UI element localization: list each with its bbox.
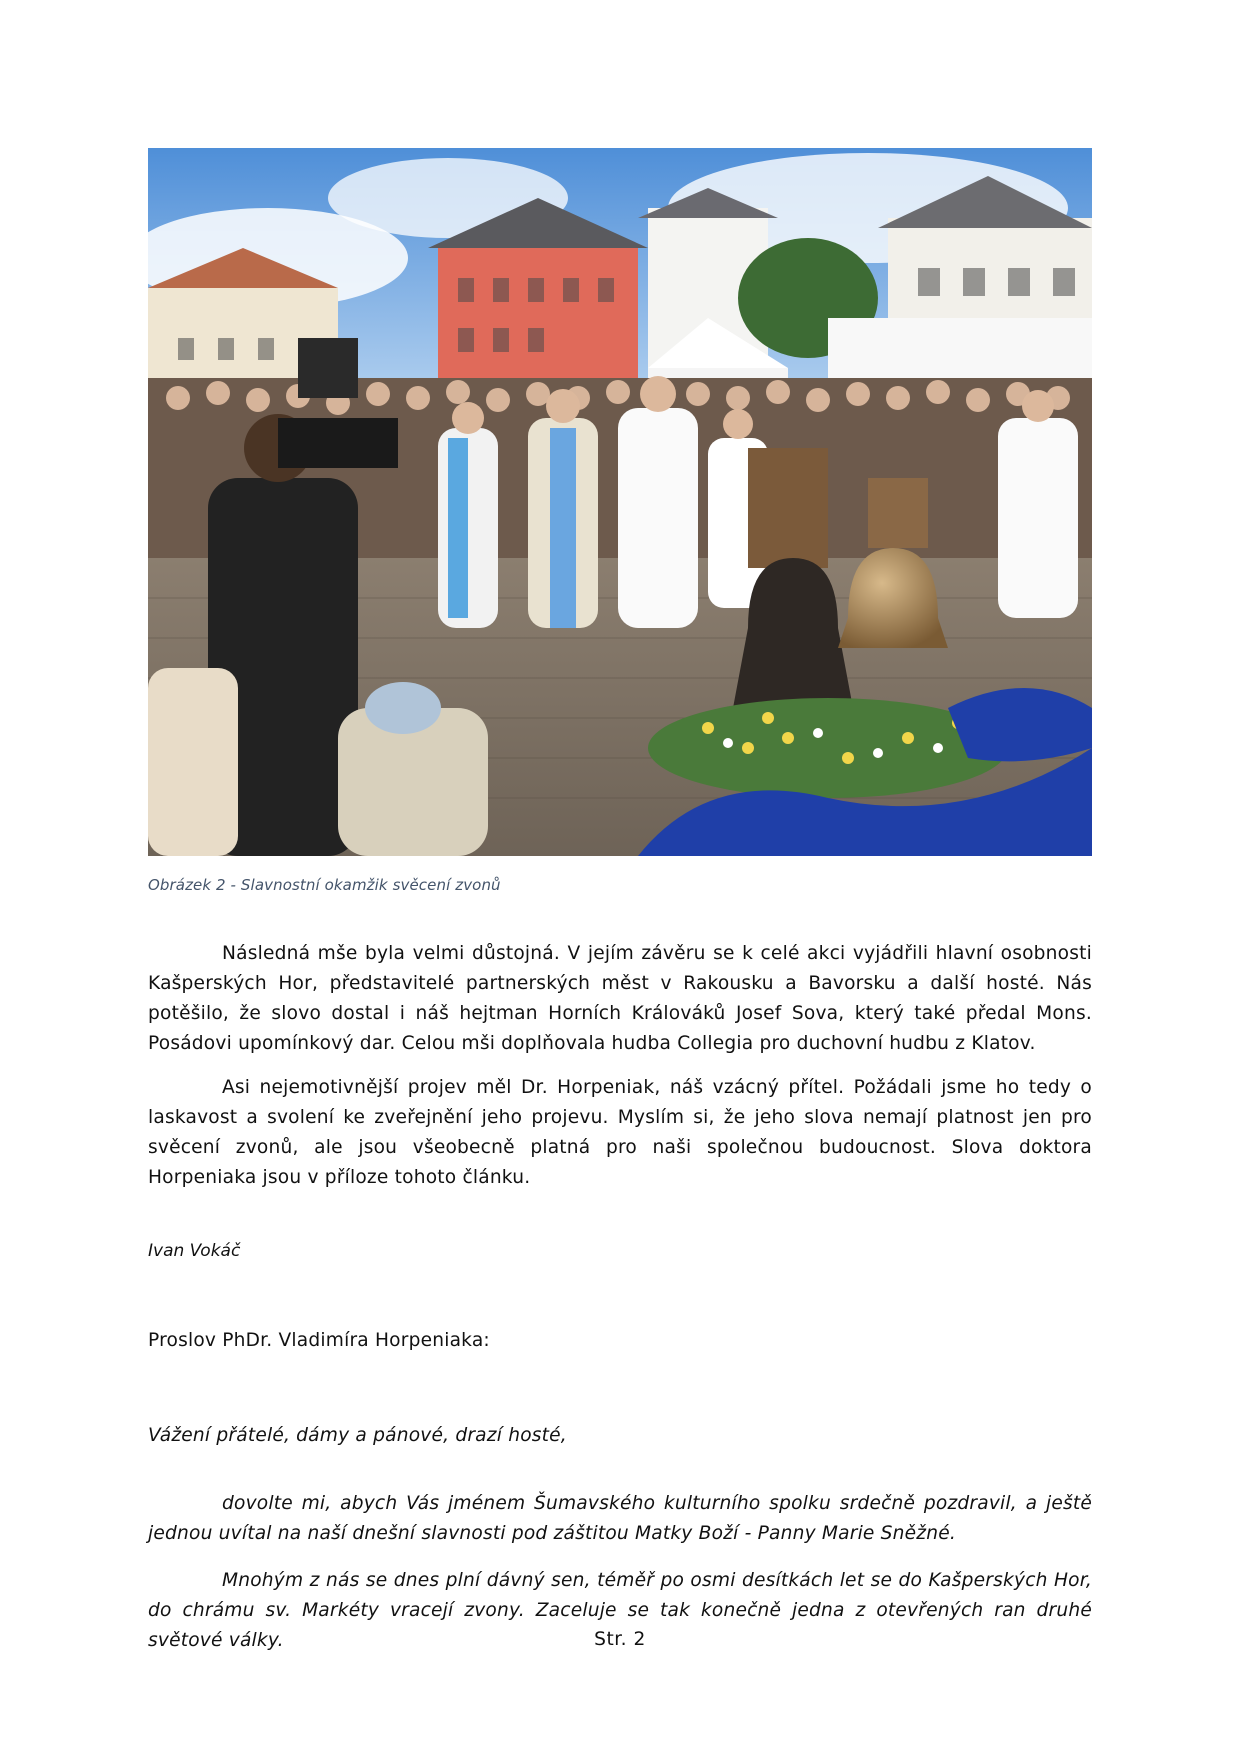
article-author: Ivan Vokáč <box>148 1241 241 1261</box>
article-paragraph-1: Následná mše byla velmi důstojná. V jejím závěru se k celé akci vyjádřili hlavní osobnosti Kašperských Hor, představitelé partnerských měst v Rakousku a Bavorsku a další hosté. Nás potěšilo, že slovo dostal i náš hejtman Horních Králováků Josef Sova, který také předal Mons. Posádovi upomínkový dar. Celou mši doplňovala hudba Collegia pro duchovní hudbu z Klatov. <box>148 942 1092 1054</box>
speech-paragraph-1: dovolte mi, abych Vás jménem Šumavského kulturního spolku srdečně pozdravil, a ještě jednou uvítal na naší dnešní slavnosti pod záštitou Matky Boží - Panny Marie Sněžné. <box>148 1492 1092 1544</box>
page-number: Str. 2 <box>594 1629 646 1650</box>
article-paragraph-2: Asi nejemotivnější projev měl Dr. Horpeniak, náš vzácný přítel. Požádali jsme ho tedy o laskavost a svolení ke zveřejnění jeho projevu. Myslím si, že jeho slova nemají platnost jen pro svěcení zvonů, ale jsou všeobecně platná pro naši společnou budoucnost. Slova doktora Horpeniaka jsou v příloze tohoto článku. <box>148 1076 1092 1188</box>
figure-caption: Obrázek 2 - Slavnostní okamžik svěcení zvonů <box>148 876 501 894</box>
speech-paragraph-2: Mnohým z nás se dnes plní dávný sen, téměř po osmi desítkách let se do Kašperských Hor, do chrámu sv. Markéty vracejí zvony. Zaceluje se tak konečně jedna z otevřených ran druhé světové války. <box>148 1569 1092 1651</box>
speech-greeting: Vážení přátelé, dámy a pánové, drazí hosté, <box>148 1425 567 1446</box>
ceremony-photo <box>148 148 1092 856</box>
speech-title: Proslov PhDr. Vladimíra Horpeniaka: <box>148 1330 490 1351</box>
